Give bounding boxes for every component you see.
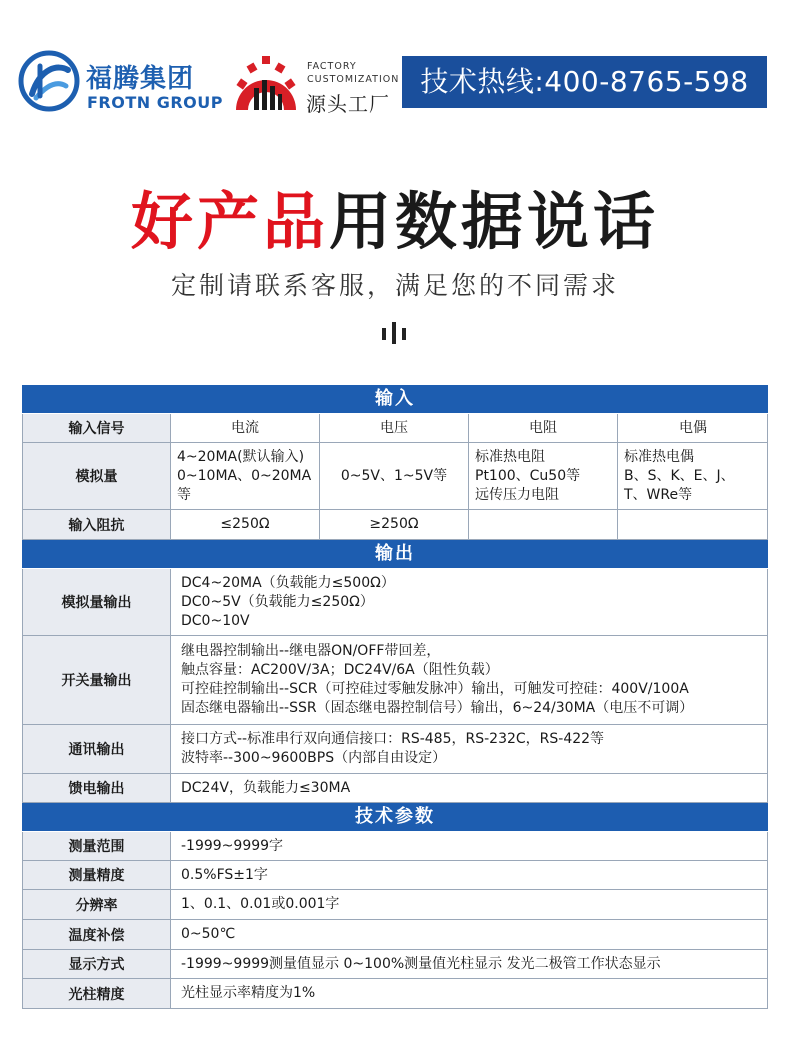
row-value: 0.5%FS±1字: [181, 866, 268, 883]
impedance-voltage-cell: ≥250Ω: [320, 510, 469, 539]
output-feed-value: DC24V，负载能力≤30MA: [181, 779, 351, 796]
section-input-title: 输入: [22, 385, 768, 414]
col-thermocouple: 电偶: [679, 419, 707, 436]
row-label: 输入信号: [23, 414, 171, 442]
cell-line: 接口方式--标准串行双向通信接口：RS-485，RS-232C，RS-422等: [181, 731, 605, 747]
cell-line: 继电器控制输出--继电器ON/OFF带回差，: [181, 643, 441, 659]
cell-line: 可控硅控制输出--SCR（可控硅过零触发脉冲）输出，可触发可控硅：400V/100A: [181, 681, 689, 697]
slogan: [0, 172, 790, 261]
divider-bars-icon: [380, 322, 410, 344]
cell-line: DC0~5V（负载能力≤250Ω）: [181, 593, 374, 610]
impedance-current-cell: ≤250Ω: [171, 510, 320, 539]
row-label: 输入阻抗: [23, 510, 171, 539]
brand-name-cn: 福腾集团: [86, 64, 195, 94]
cell-line: 固态继电器输出--SSR（固态继电器控制信号）输出，6~24/30MA（电压不可调）: [181, 700, 694, 716]
spec-table: [22, 385, 768, 1009]
row-value: -1999~9999测量值显示 0~100%测量值光柱显示 发光二极管工作状态显示: [181, 955, 661, 972]
cell-line: 0~5V、1~5V等: [340, 467, 448, 484]
row-label: 通讯输出: [23, 725, 171, 773]
tech-row: [22, 950, 768, 979]
cell-line: T、WRe等: [624, 486, 693, 503]
cell-line: 波特率--300~9600BPS（内部自由设定）: [181, 750, 447, 766]
output-comm-row: [22, 725, 768, 774]
row-label: 测量范围: [23, 832, 171, 860]
slogan-red: 好产品: [130, 185, 329, 258]
factory-en-text: [307, 60, 399, 86]
row-label: 光柱精度: [23, 979, 171, 1008]
analog-current-cell: [171, 443, 320, 509]
row-label: 开关量输出: [23, 636, 171, 724]
output-analog-row: [22, 569, 768, 636]
row-label: 测量精度: [23, 861, 171, 889]
cell-line: DC4~20MA（负载能力≤500Ω）: [181, 574, 395, 591]
tech-row: [22, 920, 768, 950]
tech-row: [22, 890, 768, 920]
tech-row: [22, 979, 768, 1009]
output-switch-row: [22, 636, 768, 725]
output-comm-value: [171, 725, 767, 773]
row-label: 馈电输出: [23, 774, 171, 802]
impedance-empty-cell: [618, 510, 768, 539]
tech-row: [22, 861, 768, 890]
cell-line: 标准热电阻: [475, 448, 545, 465]
analog-resistance-cell: [469, 443, 618, 509]
row-value: 1、0.1、0.01或0.001字: [181, 896, 340, 912]
row-value: 0~50℃: [181, 926, 236, 942]
cell-line: 标准热电偶: [624, 448, 694, 465]
section-tech-title: 技术参数: [22, 803, 768, 832]
output-switch-value: [171, 636, 767, 724]
analog-voltage-cell: [320, 443, 469, 509]
cell-line: DC0~10V: [181, 612, 250, 629]
cell-line: 4~20MA(默认输入): [177, 448, 305, 465]
factory-cn-text: 源头工厂: [306, 92, 390, 116]
slogan-dark: 用数据说话: [329, 185, 660, 258]
tech-row: [22, 832, 768, 861]
cell-line: 0~10MA、0~20MA等: [177, 467, 312, 503]
factory-en-line-2: CUSTOMIZATION: [307, 74, 400, 85]
input-header-row: [22, 414, 768, 443]
row-value: 光柱显示率精度为1%: [181, 985, 316, 1001]
cell-line: 远传压力电阻: [475, 486, 559, 503]
row-value: -1999~9999字: [181, 837, 284, 854]
output-analog-value: [171, 569, 767, 635]
row-label: 模拟量输出: [23, 569, 171, 635]
col-current: 电流: [171, 414, 320, 442]
hotline-banner: 技术热线:400-8765-598: [402, 56, 767, 108]
analog-thermocouple-cell: [618, 443, 768, 509]
row-label: 分辨率: [23, 890, 171, 919]
section-output-title: 输出: [22, 540, 768, 569]
cell-line: 触点容量：AC200V/3A；DC24V/6A（阻性负载）: [181, 662, 499, 678]
impedance-empty-cell: [469, 510, 618, 539]
brand-name-en: FROTN GROUP: [87, 93, 223, 112]
row-label: 温度补偿: [23, 920, 171, 949]
input-analog-row: [22, 443, 768, 510]
row-label: 显示方式: [23, 950, 171, 978]
subtitle: 定制请联系客服，满足您的不同需求: [170, 271, 619, 300]
col-resistance: 电阻: [469, 414, 618, 442]
row-label: 模拟量: [23, 443, 171, 509]
output-feed-row: [22, 774, 768, 803]
factory-gear-icon: [232, 50, 300, 112]
factory-en-line-1: FACTORY: [307, 61, 357, 72]
cell-line: B、S、K、E、J、: [624, 467, 735, 484]
input-impedance-row: [22, 510, 768, 540]
cell-line: Pt100、Cu50等: [475, 467, 581, 484]
page-header: [0, 0, 790, 130]
frotn-logo-icon: [18, 50, 80, 112]
col-voltage: 电压: [320, 414, 469, 442]
